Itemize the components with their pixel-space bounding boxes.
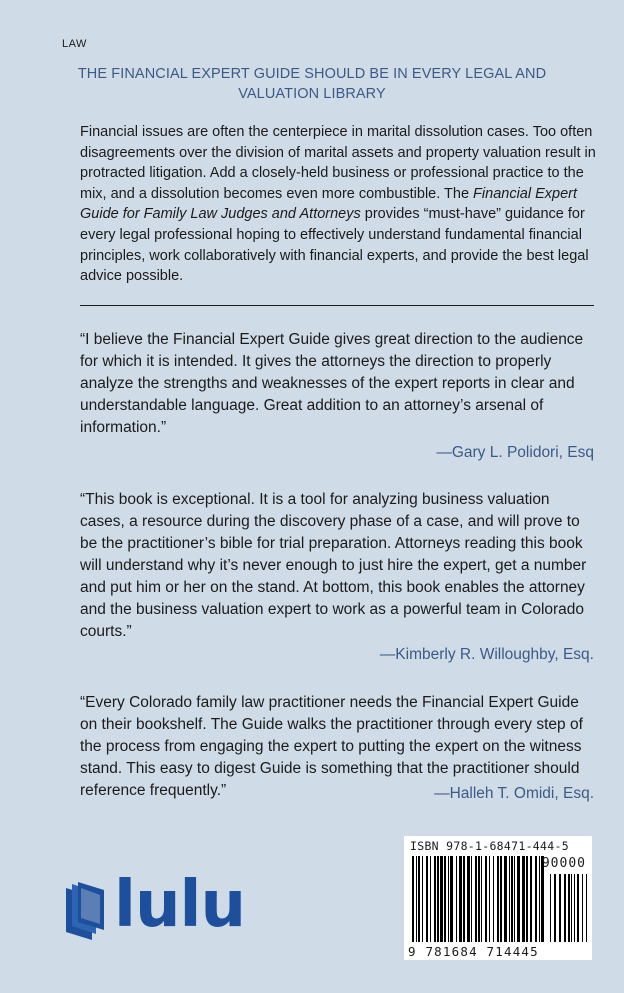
intro-text-part2: provides “must-have” guidance for every legal professional hoping to effectively understand fundamental financial principles, work collaboratively with financial experts, and provide the best legal advice possible. [80,206,589,285]
price-code: 90000 [541,856,586,871]
testimonial-author-1: —Gary L. Polidori, Esq [436,444,594,461]
intro-text-part1: Financial issues are often the centerpiece in marital dissolution cases. Too often disagreements over the division of marital assets and property valuation result in protracted litigation. Add a closely-held business or professional practice to the mix, and a dissolution becomes even more combustible. The [80,124,596,202]
category-label: LAW [62,38,87,50]
intro-paragraph [80,122,600,287]
divider-rule [80,305,594,306]
ean-digits: 9 781684 714445 [408,944,539,959]
testimonial-quote-3: “Every Colorado family law practitioner needs the Financial Expert Guide on their bookshelf. The Guide walks the practitioner through every step of the process from engaging the expert to putting the expert on the witness stand. This easy to digest Guide is something that the practitioner should reference frequently.” [80,694,583,799]
testimonial-author-3: —Halleh T. Omidi, Esq. [434,785,594,802]
testimonial-quote-1: “I believe the Financial Expert Guide gives great direction to the audience for which it is intended. It gives the attorneys the direction to properly analyze the strengths and weaknesses of the expert reports in clear and understandable language. Great addition to an attorney’s arsenal of information.” [80,331,584,436]
book-icon [62,882,112,942]
isbn-barcode [404,836,592,960]
testimonial-author-2: —Kimberly R. Willoughby, Esq. [379,646,594,663]
testimonial-quote-2: “This book is exceptional. It is a tool for analyzing business valuation cases, a resource during the discovery phase of a case, and will prove to be the practitioner’s bible for trial preparation. Attorneys reading this book will understand why it’s never enough to just hire the expert, get a number and put him or her on the stand. At bottom, this book enables the attorney and the business valuation expert to work as a powerful team in Colorado courts.” [80,491,587,640]
barcode-bars [404,836,592,960]
headline: THE FINANCIAL EXPERT GUIDE SHOULD BE IN EVERY LEGAL AND VALUATION LIBRARY [77,66,547,102]
publisher-logo [62,868,245,947]
book-title-italic: Financial Expert Guide for Family Law Judges and Attorneys [80,185,578,223]
logo-wordmark: lulu [114,868,245,942]
isbn-label: ISBN 978-1-68471-444-5 [410,839,569,853]
